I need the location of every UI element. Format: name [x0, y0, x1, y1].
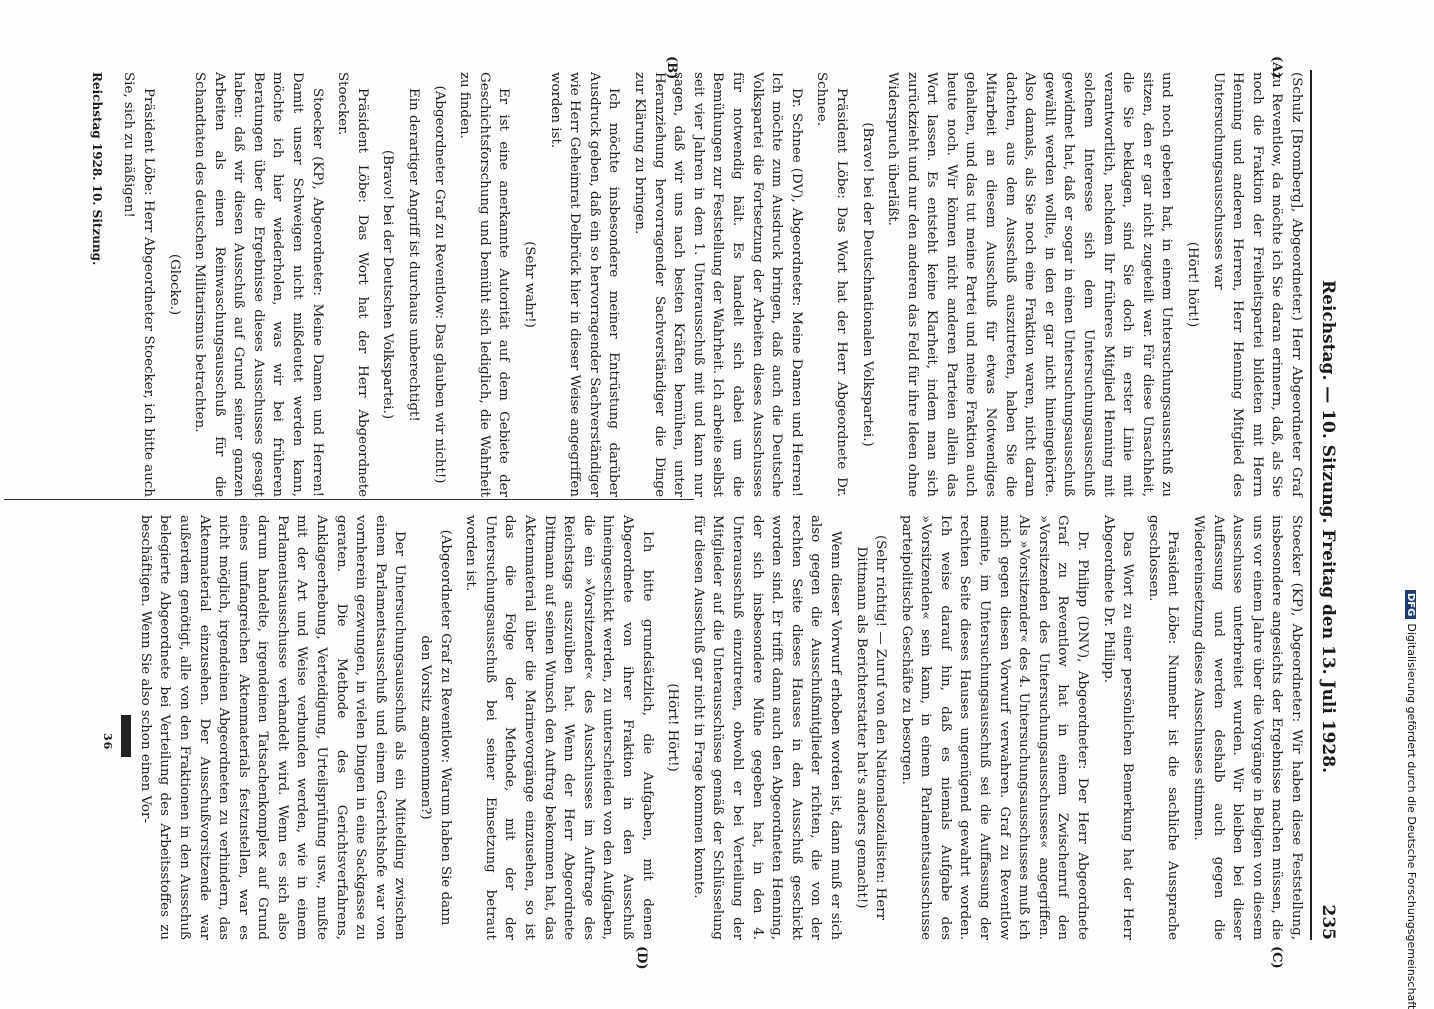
paragraph: Wenn dieser Vorwurf erhoben worden ist, dann muß er sich also gegen die Ausschußmitglieder richten, die von der rechten Seite dieses Hauses in den Ausschuß geschickt worden sind. Er trifft dann auch den Abgeordneten Henning, der sich insbesondere Mühe gegeben hat, in den 4. Unterausschuß einzutreten, obwohl er bei Verteilung der Mitglieder auf die Unterausschüsse gemäß der Schlüsselung für diesen Ausschuß gar nicht in Frage kommen konnte.: [690, 515, 843, 940]
paragraph: (Schulz [Bromberg], Abgeordneter.) Herr Abgeordneter Graf zu Reventlow, da möchte ich Sie daran erinnern, daß, als Sie noch die Fraktion der Freiheitspartei bildeten mit Herrn Henning und anderen Herren, Herr Henning Mitglied des Untersuchungsausschusses war: [1210, 72, 1304, 497]
page-number: 235: [1318, 904, 1338, 940]
paragraph: Ein derartiger Angriff ist durchaus unberechtigt!: [406, 88, 422, 422]
speaker-paragraph: Präsident Löbe: Das Wort hat der Herr Abgeordnete Dr. Schnee.: [814, 72, 849, 497]
interjection: (Sehr wahr!): [522, 241, 538, 328]
paragraph: Ich möchte insbesondere meiner Entrüstung darüber Ausdruck geben, daß ein so hervorragender Sachverständiger wie Herr Geheimrat Delbrück hier in dieser Weise angegriffen worden ist.: [547, 72, 622, 497]
speaker-paragraph: Präsident Löbe: Nunmehr ist die sachliche Aussprache geschlossen.: [1145, 515, 1181, 940]
right-column: [129, 515, 1306, 940]
column-divider: [4, 499, 694, 500]
paragraph: Dr. Philipp (DNV), Abgeordneter: Der Herr Abgeordnete Graf zu Reventlow hat in einem Zwischenruf den »Vorsitzenden des Untersuchungsausschusses« angegriffen. Als »Vorsitzender« des 4. Untersuchungsausschusses muß ich mich gegen diesen Vorwurf verwahren. Graf zu Reventlow meinte, im Untersuchungsausschuß sei die Auffassung der rechten Seite dieses Hauses ungenügend gewahrt worden. Ich weise darauf hin, daß es niemals Aufgabe des »Vorsitzenden« sein kann, in einem Parlamentsausschusse parteipolitische Geschäfte zu besorgen.: [898, 515, 1091, 940]
interjection: (Abgeordneter Graf zu Reventlow: Das glauben wir nicht!): [431, 85, 447, 484]
paragraph: Das Wort zu einer persönlichen Bemerkung hat der Herr Abgeordnete Dr. Philipp.: [1100, 515, 1136, 940]
margin-marker-a: (A): [1269, 56, 1284, 79]
margin-marker-d: (D): [634, 946, 649, 970]
page-footer: Reichstag 1928. 10. Sitzung.: [90, 72, 104, 266]
margin-marker-c: (C): [1269, 946, 1284, 969]
speaker-paragraph: Präsident Löbe: Herr Abgeordneter Stoecker, ich bitte auch Sie, sich zu mäßigen!: [121, 72, 156, 497]
page-header: [1314, 70, 1338, 940]
interjection: (Glocke.): [166, 253, 182, 316]
speaker-paragraph: Präsident Löbe: Das Wort hat der Herr Abgeordnete Stoecker.: [335, 72, 370, 497]
running-title: Reichstag. — 10. Sitzung. Freitag den 13. Juli 1928.: [1318, 280, 1338, 773]
paragraph: Dr. Schnee (DV), Abgeordneter: Meine Damen und Herren! Ich möchte zum Ausdruck bringen, daß auch die Deutsche Volkspartei die Fortsetzung der Arbeiten dieses Ausschusses für notwendig hält. Es handelt sich dabei um die Bemühungen zur Feststellung der Wahrheit. Ich arbeite selbst seit vier Jahren in dem 1. Unterausschuß mit und kann nur sagen, daß wir uns nach besten Kräften bemühen, unter Heranziehung hervorragender Sachverständiger die Dinge zur Klärung zu bringen.: [632, 72, 804, 497]
paragraph: Der Untersuchungsausschuß als ein Mittelding zwischen einem Parlamentsausschuß und einem Gerichtshofe war von vornherein gezwungen, in vielen Dingen in eine Sackgasse zu geraten. Die Methode des Gerichtsverfahrens, Anklageerhebung, Verteidigung, Urteilsprüfung usw., mußte mit der Art und Weise verbunden werden, wie in einem Parlamentsausschusse verhandelt wird. Wenn es sich also darum handelte, irgendeinen Tatsachenkomplex auf Grund eines umfangreichen Aktenmaterials festzustellen, war es nicht möglich, irgendeinen Abgeordneten zu verhindern, das Aktenmaterial einzusehen. Der Ausschußvorsitzende war außerdem genötigt, alle von den Fraktionen in den Ausschuß belegierte Abgeordnete bei Verteilung des Arbeitsstoffes zu beschäftigen. Wenn Sie also schon einen Vor-: [137, 515, 408, 940]
interjection: (Bravo! bei der Deutschen Volkspartei.): [380, 149, 396, 420]
paragraph: Ich bitte grundsätzlich, die Aufgaben, mit denen Abgeordnete von ihrer Fraktion in den Ausschuß hineingeschickt werden, zu unterscheiden von den Aufgaben, die ein »Vorsitzender« des Ausschusses im Auftrage des Reichstags auszuüben hat. Wenn der Herr Abgeordnete Dittmann auf seinen Wunsch den Auftrag bekommen hat, das Aktenmaterial über die Marinevorgänge einzusehen, so ist das die Folge der Methode, mit der der Untersuchungsausschuß bei seiner Einsetzung betraut worden ist.: [463, 515, 655, 940]
margin-marker-b: (B): [664, 56, 679, 80]
credit-text: Digitalisierung gefördert durch die Deutsche Forschungsgemeinschaft: [1405, 623, 1418, 1009]
interjection: (Hört! Hört!): [665, 683, 681, 772]
interjection: (Bravo! bei der Deutschnationalen Volkspartei.): [859, 122, 875, 447]
header-rule: [1310, 70, 1312, 940]
paragraph: Stoecker (KP), Abgeordneter: Meine Damen und Herren! Damit unser Schweigen nicht mißdeutet werden kann, möchte ich hier wiederholen, was wir bei früheren Beratungen über die Ergebnisse dieses Ausschusses gesagt haben: daß wir diesen Ausschuß auf Grund seiner ganzen Arbeiten als einen Reinwaschungsausschuß für die Schandtaten des deutschen Militarismus betrachten.: [192, 72, 325, 497]
interjection: (Abgeordneter Graf zu Reventlow: Warum haben Sie dann den Vorsitz angenommen?): [418, 529, 453, 926]
dfg-logo: DFG: [1405, 590, 1416, 619]
interjection: (Hört! hört!): [1185, 241, 1201, 328]
ink-blot: [121, 715, 131, 757]
digitization-credit: [1405, 590, 1418, 1009]
paragraph: Stoecker (KP), Abgeordneter: Wir haben diese Feststellung, insbesondere angesichts der Ergebnisse machen müssen, die uns vor einem Jahre über die Vorgänge in Belgien von diesem Ausschusse unterbreitet wurden. Wir bleiben bei dieser Auffassung und werden deshalb auch gegen die Wiedereinsetzung dieses Ausschusses stimmen.: [1191, 515, 1304, 940]
left-column: [113, 72, 1306, 497]
paragraph: und noch gebeten hat, in einem Untersuchungsausschuß zu sitzen, den er gar nicht zugeteilt war. Für diese Unsachheit, die Sie beklagen, sind Sie doch in erster Linie mit verantwortlich, nachdem Ihr früheres Mitglied Henning mit solchem Interesse sich dem Untersuchungsausschuß gewidmet hat, daß er sogar in einen Untersuchungsausschuß gewählt werden wollte, in den er gar nicht hineingehörte. Also damals, als Sie noch eine Fraktion waren, nicht daran dachten, aus dem Ausschuß auszutreten, haben Sie die Mitarbeit an diesem Ausschuß für etwas Notwendiges gehalten, und das tut meine Partei und meine Fraktion auch heute noch. Wir können nicht anderen Parteien allein das Wort lassen. Es entsteht keine Klarheit, indem man sich zurückzieht und nur den anderen das Feld für ihre Ideen ohne Widerspruch überläßt.: [885, 72, 1175, 497]
signature-number: 36: [101, 733, 114, 751]
paragraph: Er ist eine anerkannte Autorität auf dem Gebiete der Geschichtsforschung und bemüht sich lediglich, die Wahrheit zu finden.: [457, 72, 512, 497]
signature-mark: [101, 715, 134, 763]
interjection: (Sehr richtig! — Zuruf von den Nationalsozialisten: Herr Dittmann als Berichterstatter hat's anders gemacht!): [853, 534, 889, 921]
